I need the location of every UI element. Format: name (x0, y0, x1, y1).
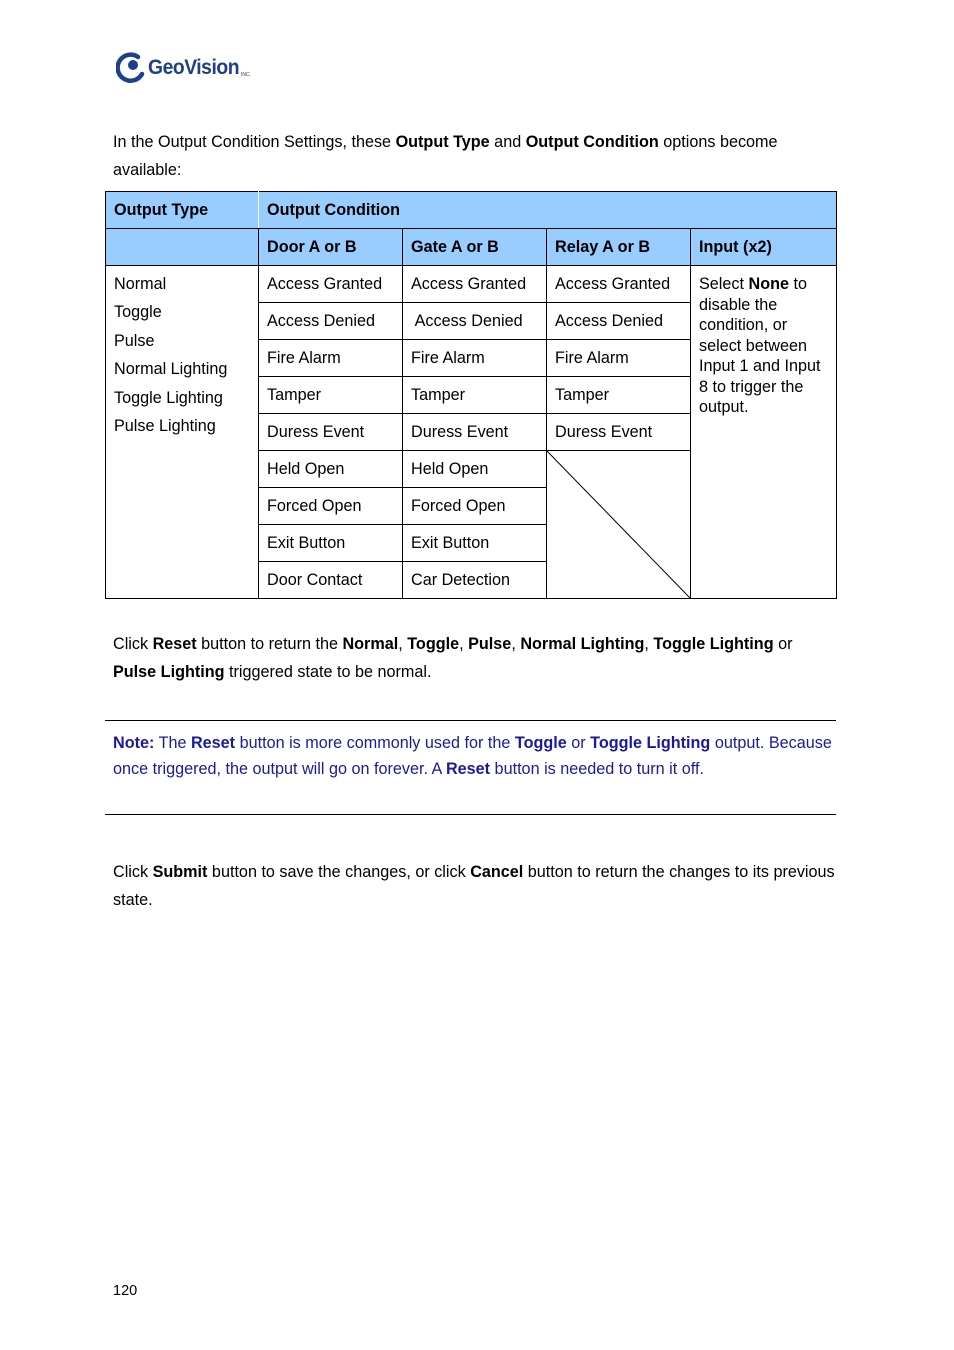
table-cell: Tamper (547, 377, 691, 414)
table-cell: Duress Event (547, 414, 691, 451)
table-cell: Fire Alarm (403, 340, 547, 377)
table-cell: Access Granted (259, 266, 403, 303)
geovision-logo (116, 50, 251, 86)
table-cell: Tamper (259, 377, 403, 414)
table-cell: Tamper (403, 377, 547, 414)
output-type-item: Pulse Lighting (114, 417, 216, 436)
header-output-type-blank (106, 229, 259, 266)
table-cell: Held Open (403, 451, 547, 488)
table-cell: Door Contact (259, 562, 403, 599)
table-cell: Car Detection (403, 562, 547, 599)
table-cell: Exit Button (403, 525, 547, 562)
table-cell: Duress Event (403, 414, 547, 451)
header-output-condition: Output Condition (259, 192, 837, 229)
table-cell: Forced Open (259, 488, 403, 525)
diagonal-line (547, 451, 690, 598)
table-cell: Fire Alarm (259, 340, 403, 377)
note-box: Note: The Reset button is more commonly used for the Toggle or Toggle Lighting output. Because once triggered, the output will go on forever. A Reset button is needed to turn it off. (113, 734, 832, 778)
table-cell: Duress Event (259, 414, 403, 451)
submit-paragraph: Click Submit button to save the changes, or click Cancel button to return the changes to its previous state. (113, 863, 835, 909)
table-cell: Held Open (259, 451, 403, 488)
output-type-item: Toggle Lighting (114, 388, 223, 407)
output-type-list (106, 266, 259, 599)
page-number: 120 (113, 1283, 138, 1299)
subheader-gate: Gate A or B (403, 229, 547, 266)
output-type-item: Pulse (114, 331, 155, 350)
table-cell: Fire Alarm (547, 340, 691, 377)
reset-paragraph: Click Reset button to return the Normal, Toggle, Pulse, Normal Lighting, Toggle Lighting or Pulse Lighting triggered state to be normal. (113, 635, 793, 681)
table-cell: Access Granted (547, 266, 691, 303)
note-label: Note: (113, 734, 155, 752)
note-bottom-rule (105, 814, 836, 815)
output-type-item: Normal (114, 275, 167, 293)
subheader-relay: Relay A or B (547, 229, 691, 266)
logo-text: GeoVision (148, 56, 240, 79)
table-cell: Access Granted (403, 266, 547, 303)
intro-paragraph: In the Output Condition Settings, these Output Type and Output Condition options become available: (113, 133, 778, 179)
table-cell: Access Denied (259, 303, 403, 340)
output-condition-table (105, 191, 837, 599)
subheader-door: Door A or B (259, 229, 403, 266)
header-output-type: Output Type (106, 192, 259, 229)
table-cell: Access Denied (547, 303, 691, 340)
output-type-item: Toggle (114, 303, 162, 322)
note-top-rule (105, 720, 836, 721)
subheader-input: Input (x2) (691, 229, 837, 266)
table-cell: Exit Button (259, 525, 403, 562)
table-cell: Access Denied (403, 303, 547, 340)
table-cell: Forced Open (403, 488, 547, 525)
output-type-item: Normal Lighting (114, 360, 228, 379)
empty-diagonal-cell (547, 451, 691, 599)
logo-trademark: INC. (240, 72, 251, 78)
input-description: Select None to disable the condition, or select between Input 1 and Input 8 to trigger the output. (691, 266, 837, 599)
geovision-logo-icon (116, 52, 146, 84)
